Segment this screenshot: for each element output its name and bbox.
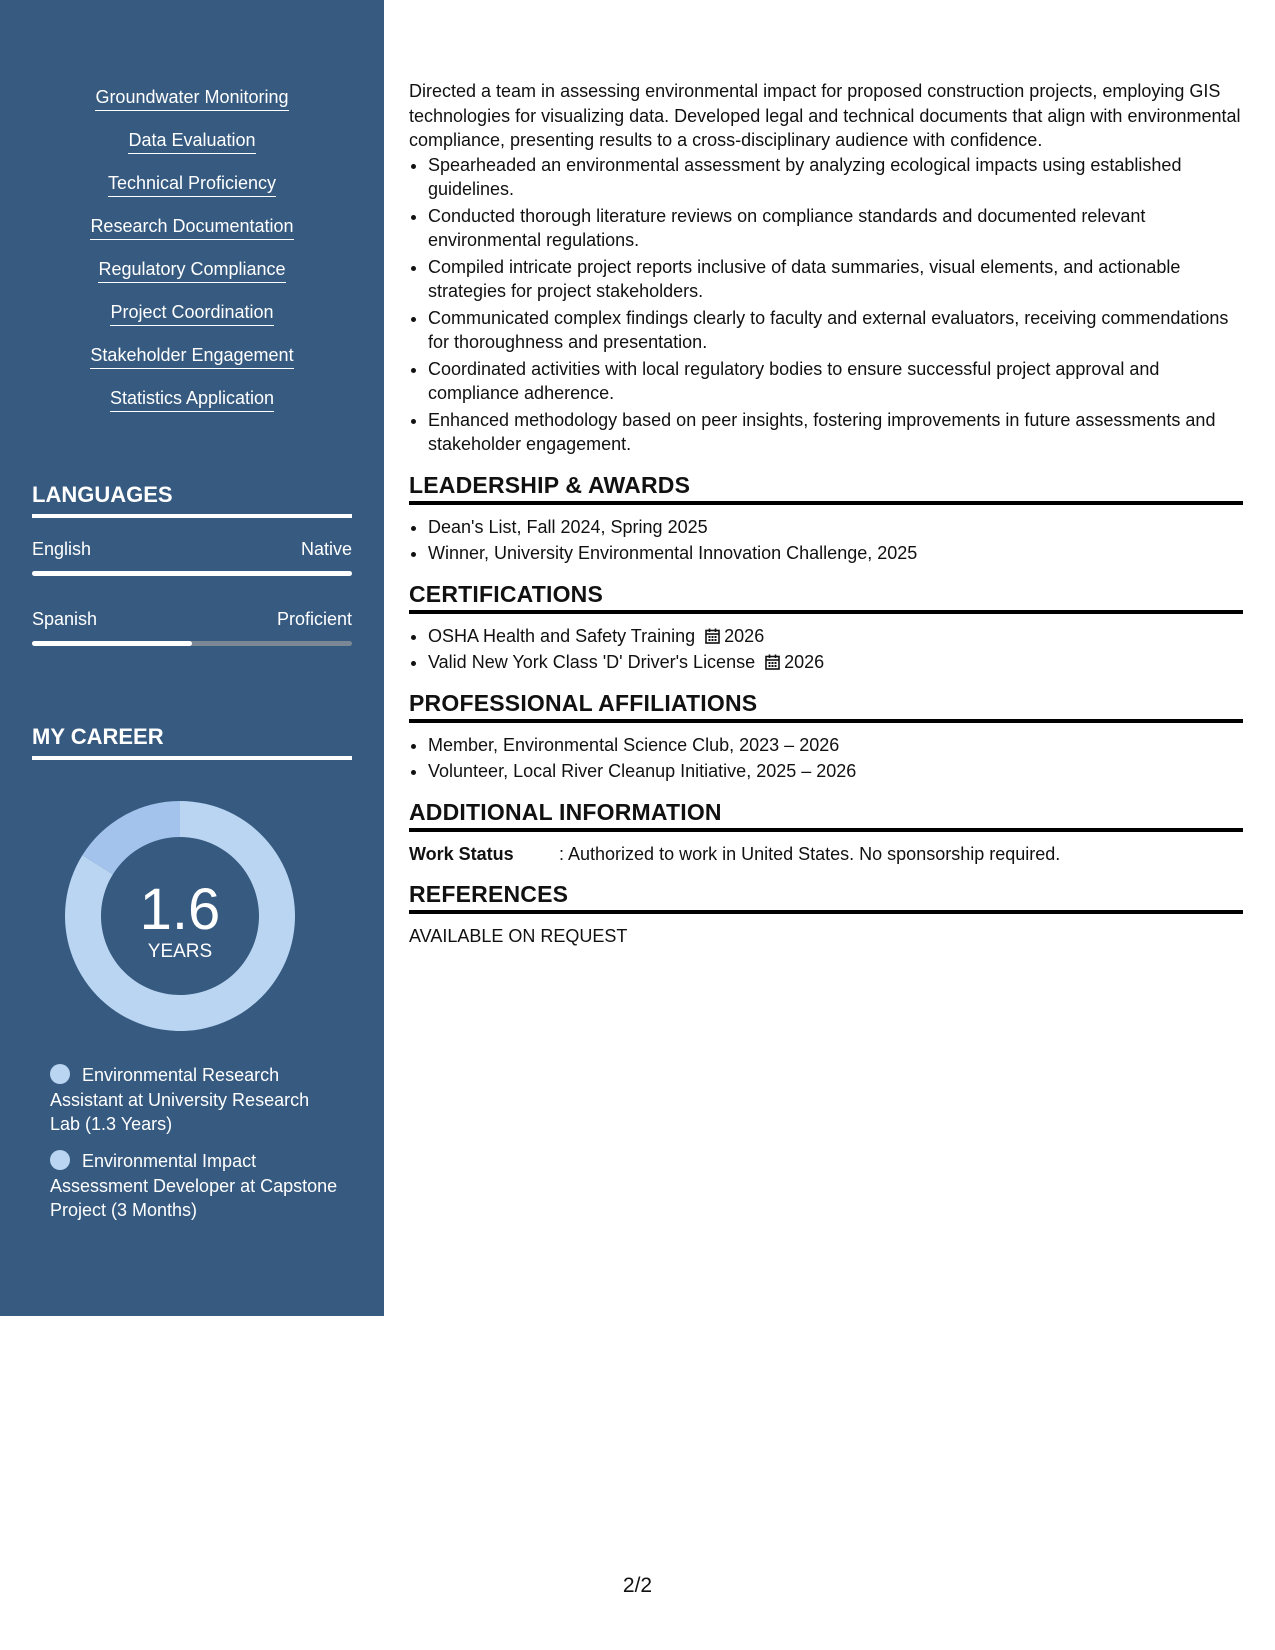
list-item: • Communicated complex findings clearly to faculty and external evaluators, receiving commendations for thoroughness and presentation. xyxy=(428,306,1243,355)
skill-link[interactable]: Data Evaluation xyxy=(128,129,255,154)
section-heading-affiliations: PROFESSIONAL AFFILIATIONS xyxy=(409,689,1243,723)
skill-link[interactable]: Statistics Application xyxy=(110,387,274,412)
career-heading: MY CAREER xyxy=(32,724,352,760)
list-item: • Volunteer, Local River Cleanup Initiative, 2025 – 2026 xyxy=(428,759,1243,784)
list-item: • Spearheaded an environmental assessment by analyzing ecological impacts using established guidelines. xyxy=(428,153,1243,202)
skill-link[interactable]: Research Documentation xyxy=(90,215,293,240)
main-content xyxy=(409,79,1243,948)
calendar-icon xyxy=(765,654,780,670)
section-heading-certifications: CERTIFICATIONS xyxy=(409,580,1243,614)
certification-name: Valid New York Class 'D' Driver's License xyxy=(428,652,756,672)
section-heading-references: REFERENCES xyxy=(409,880,1243,914)
leadership-list xyxy=(409,515,1243,566)
skill-link[interactable]: Project Coordination xyxy=(110,301,273,326)
certifications-list xyxy=(409,624,1243,675)
language-name: Spanish xyxy=(32,609,98,629)
experience-bullets xyxy=(409,153,1243,457)
list-item: • Compiled intricate project reports inclusive of data summaries, visual elements, and actionable strategies for project stakeholders. xyxy=(428,255,1243,304)
section-heading-leadership: LEADERSHIP & AWARDS xyxy=(409,471,1243,505)
language-level: Proficient xyxy=(276,609,352,629)
references-text: AVAILABLE ON REQUEST xyxy=(409,925,628,946)
career-unit: YEARS xyxy=(147,941,213,962)
list-item: • Winner, University Environmental Innovation Challenge, 2025 xyxy=(428,541,1243,566)
career-legend-item xyxy=(50,1063,340,1137)
skills-list xyxy=(0,86,384,430)
language-level: Native xyxy=(300,539,352,559)
language-bar-fill xyxy=(32,571,352,576)
language-bar-spanish xyxy=(32,641,352,646)
certification-name: OSHA Health and Safety Training xyxy=(428,625,696,646)
skill-link[interactable]: Stakeholder Engagement xyxy=(90,344,293,369)
skill-link[interactable]: Technical Proficiency xyxy=(108,172,276,197)
donut-segment xyxy=(82,801,180,874)
work-status-row xyxy=(409,842,1243,866)
sidebar xyxy=(0,0,384,1316)
work-status-value: : Authorized to work in United States. No sponsorship required. xyxy=(559,843,1061,864)
section-heading-additional: ADDITIONAL INFORMATION xyxy=(409,798,1243,832)
list-item: • Coordinated activities with local regulatory bodies to ensure successful project approval and compliance adherence. xyxy=(428,357,1243,406)
language-bar-fill xyxy=(32,641,192,646)
list-item xyxy=(428,624,1243,649)
language-name: English xyxy=(32,539,92,559)
career-donut-chart xyxy=(65,801,295,1031)
language-bar-english xyxy=(32,571,352,576)
career-total: 1.6 xyxy=(139,877,221,942)
skill-link[interactable]: Groundwater Monitoring xyxy=(95,86,288,111)
list-item: • Conducted thorough literature reviews on compliance standards and documented relevant environmental regulations. xyxy=(428,204,1243,253)
certification-year: 2026 xyxy=(724,625,765,646)
experience-summary: Directed a team in assessing environmental impact for proposed construction projects, employing GIS technologies for visualizing data. Developed legal and technical documents that align with environmental compliance, presenting results to a cross-disciplinary audience with confidence. xyxy=(409,81,1241,150)
list-item: • Member, Environmental Science Club, 2023 – 2026 xyxy=(428,733,1243,758)
certification-year: 2026 xyxy=(784,652,825,672)
career-legend-text: Environmental Impact Assessment Developer at Capstone Project (3 Months) xyxy=(50,1151,338,1220)
calendar-icon xyxy=(705,628,720,644)
work-status-label: Work Status xyxy=(409,843,514,864)
list-item: • Dean's List, Fall 2024, Spring 2025 xyxy=(428,515,1243,540)
list-item xyxy=(428,650,1243,675)
career-legend-item xyxy=(50,1149,340,1223)
skill-link[interactable]: Regulatory Compliance xyxy=(98,258,285,283)
affiliations-list xyxy=(409,733,1243,784)
legend-dot-icon xyxy=(50,1150,70,1170)
page-number: 2/2 xyxy=(622,1574,653,1597)
career-legend-text: Environmental Research Assistant at University Research Lab (1.3 Years) xyxy=(50,1065,310,1134)
languages-heading: LANGUAGES xyxy=(32,482,352,518)
legend-dot-icon xyxy=(50,1064,70,1084)
list-item: • Enhanced methodology based on peer insights, fostering improvements in future assessments and stakeholder engagement. xyxy=(428,408,1243,457)
